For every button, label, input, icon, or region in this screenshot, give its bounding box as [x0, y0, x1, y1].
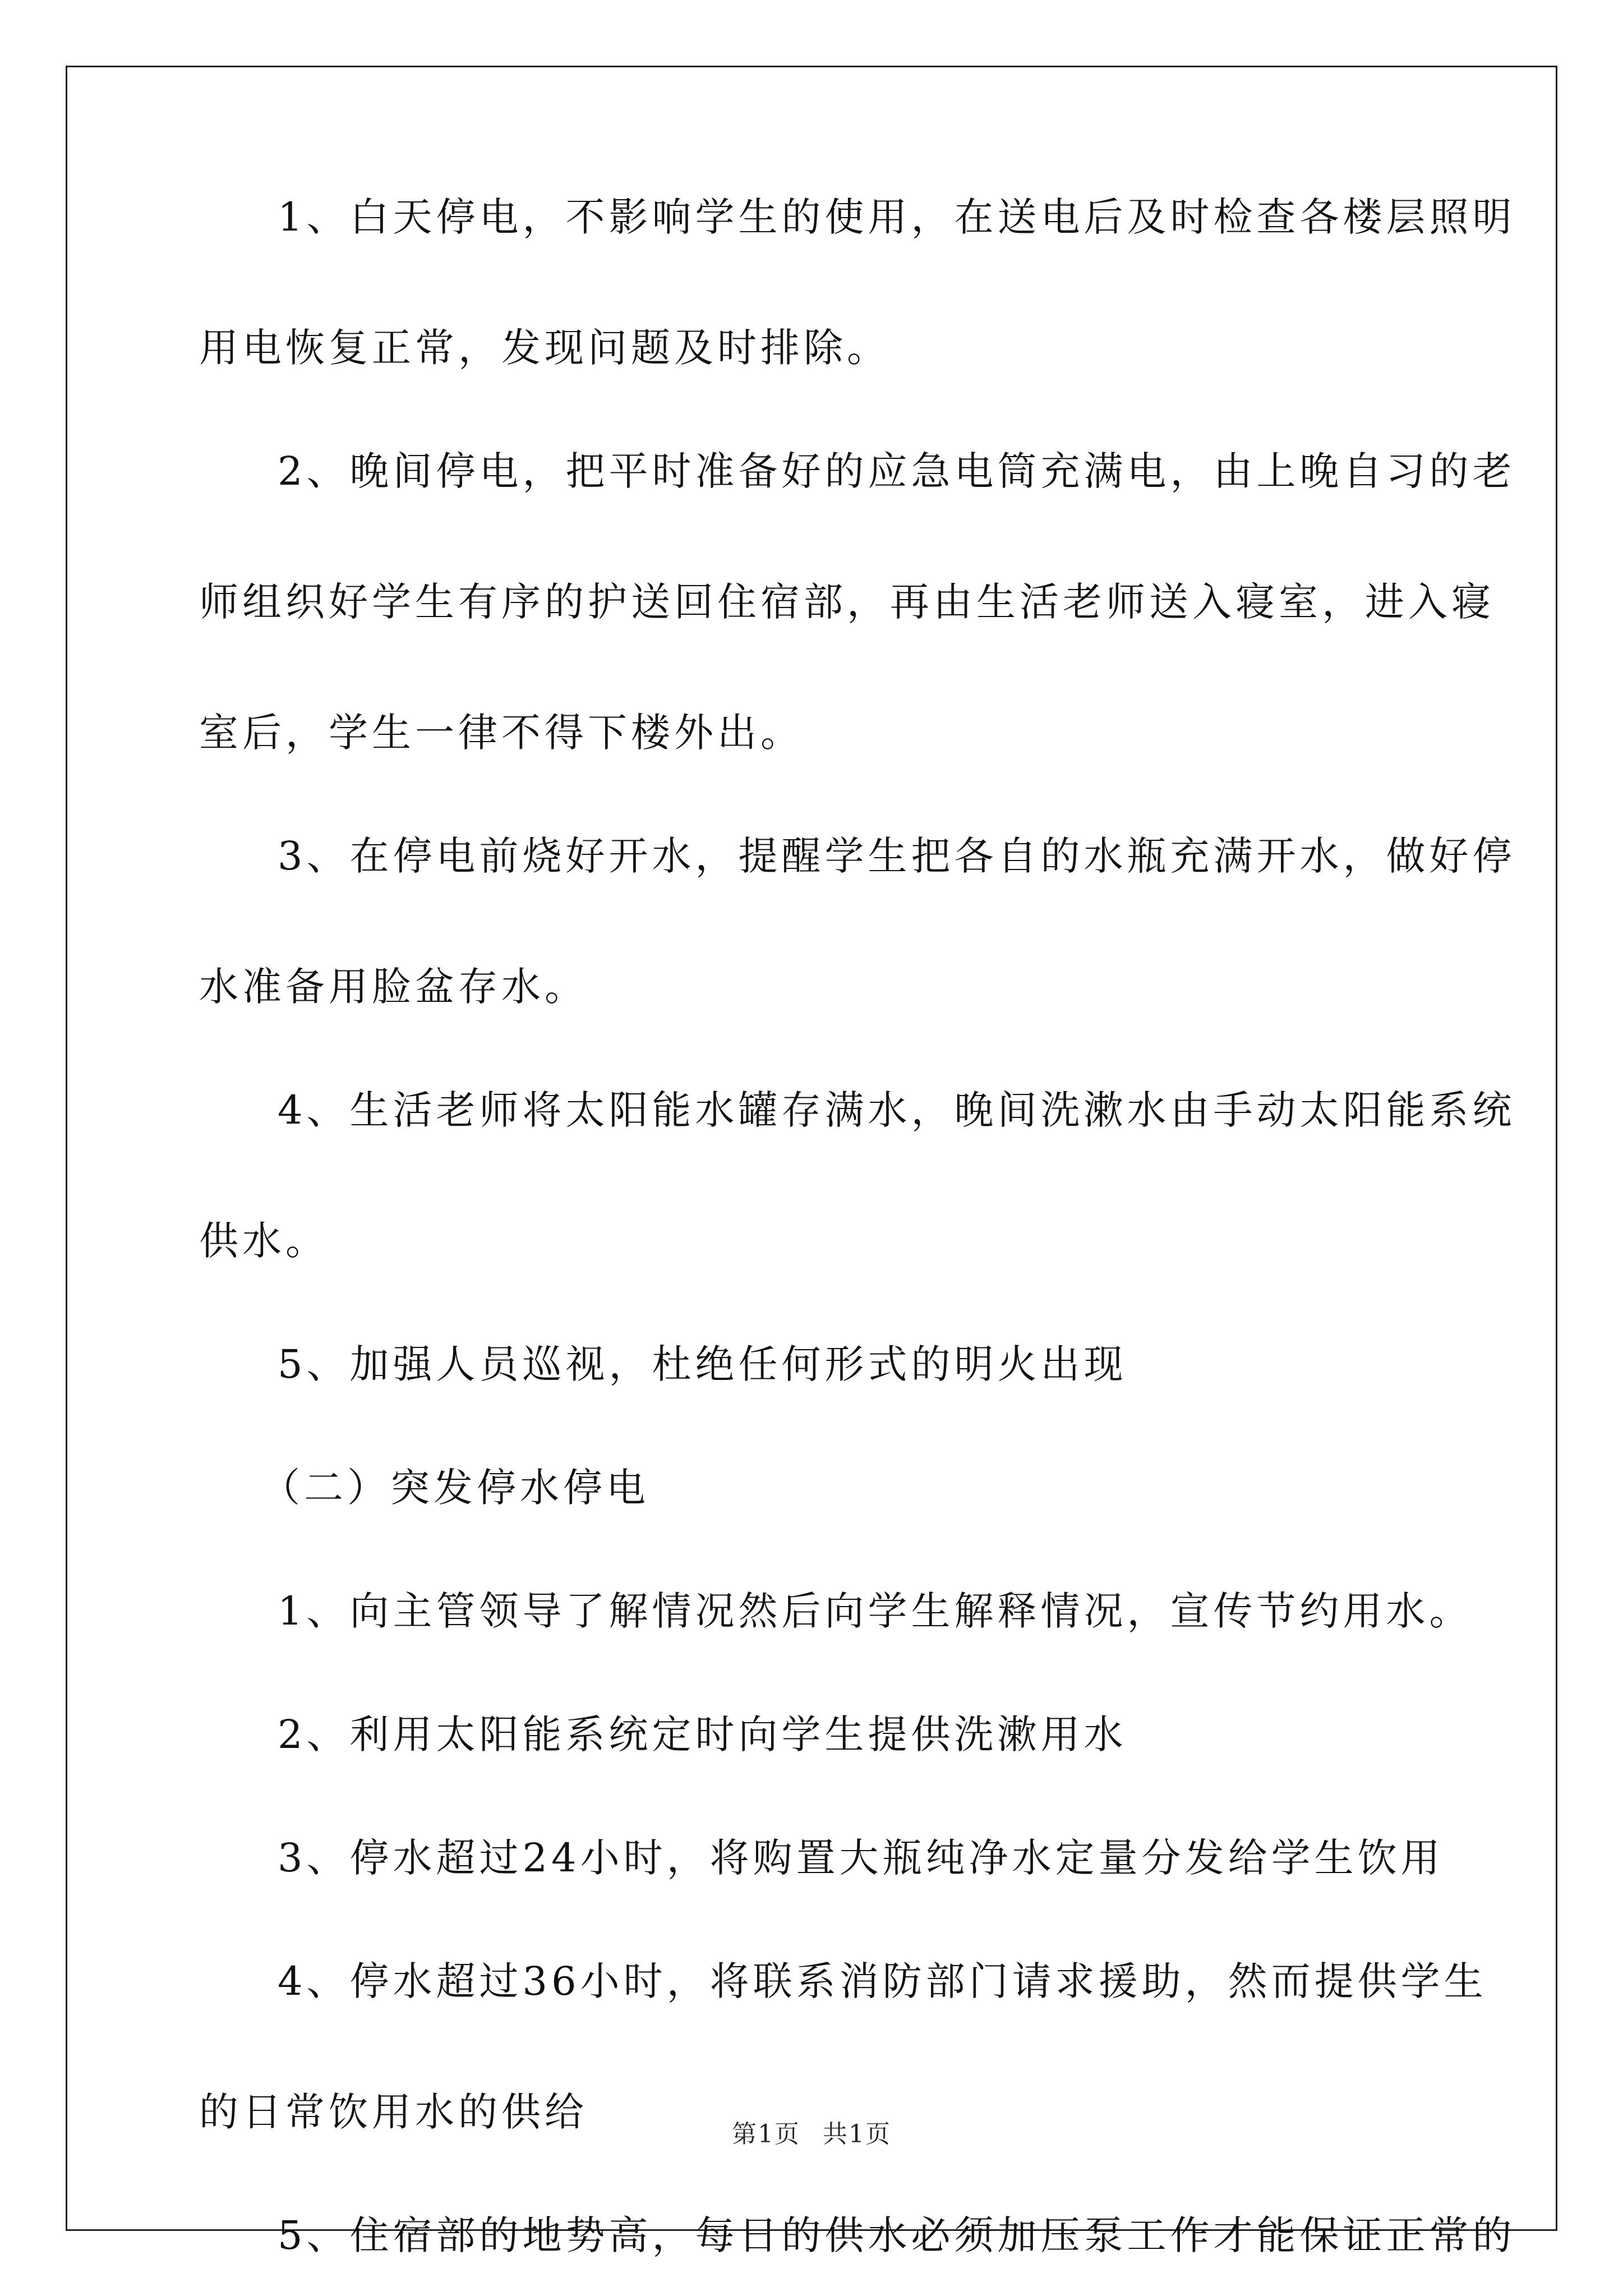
paragraph-line: 4、生活老师将太阳能水罐存满水，晚间洗漱水由手动太阳能系统	[278, 1087, 1516, 1133]
paragraph-line: 3、停水超过24小时，将购置大瓶纯净水定量分发给学生饮用	[278, 1835, 1444, 1881]
paragraph-line: 供水。	[199, 1218, 329, 1264]
paragraph-line: 2、晚间停电，把平时准备好的应急电筒充满电，由上晚自习的老	[278, 448, 1516, 494]
paragraph-line: 室后，学生一律不得下楼外出。	[199, 710, 804, 756]
page-footer	[0, 2120, 1623, 2148]
paragraph-line: 1、向主管领导了解情况然后向学生解释情况，宣传节约用水。	[278, 1588, 1473, 1634]
paragraph-line: 1、白天停电，不影响学生的使用，在送电后及时检查各楼层照明	[278, 194, 1516, 240]
section-heading: （二）突发停水停电	[261, 1465, 649, 1511]
paragraph-line: 5、加强人员巡视，杜绝任何形式的明火出现	[278, 1341, 1127, 1387]
paragraph-line: 水准备用脸盆存水。	[199, 964, 588, 1010]
paragraph-line: 用电恢复正常，发现问题及时排除。	[199, 325, 890, 371]
paragraph-line: 2、利用太阳能系统定时向学生提供洗漱用水	[278, 1711, 1127, 1757]
paragraph-line: 5、住宿部的地势高，每日的供水必须加压泵工作才能保证正常的	[278, 2212, 1516, 2258]
page-number: 第1页	[732, 2120, 800, 2148]
paragraph-line: 的日常饮用水的供给	[199, 2089, 588, 2135]
paragraph-line: 4、停水超过36小时，将联系消防部门请求援助，然而提供学生	[278, 1958, 1487, 2004]
page-total: 共1页	[823, 2120, 891, 2148]
paragraph-line: 3、在停电前烧好开水，提醒学生把各自的水瓶充满开水，做好停	[278, 833, 1516, 879]
paragraph-line: 师组织好学生有序的护送回住宿部，再由生活老师送入寝室，进入寝	[199, 579, 1495, 625]
document-body	[199, 194, 1516, 2258]
